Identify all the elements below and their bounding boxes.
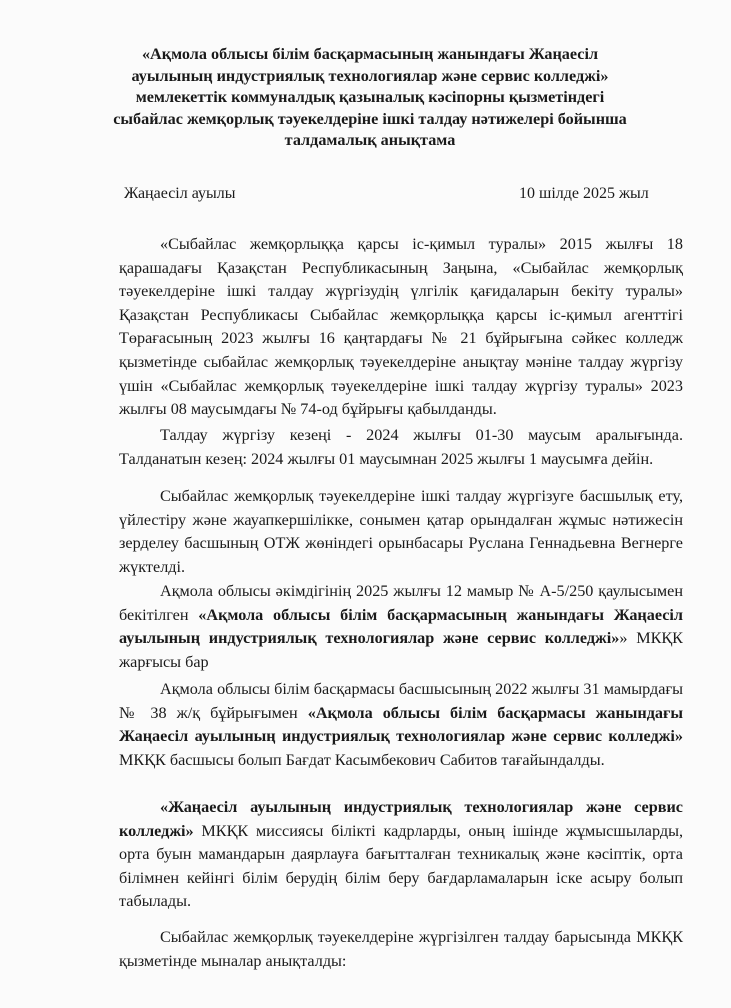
paragraph-analysis-period: Талдау жүргізу кезеңі - 2024 жылғы 01-30 маусым аралығында. Талданатын кезең: 2024 жылғы 01 маусымнан 2025 жылғы 1 маусымға дейін. (119, 426, 683, 468)
document-date: 10 шілде 2025 жыл (519, 185, 649, 202)
paragraph-director-appointment (119, 678, 683, 772)
college-name-bold: «Ақмола облысы білім басқармасының жанындағы Жаңаесіл ауылының индустриялық технологиялар және сервис колледжі» (119, 605, 683, 648)
paragraph-findings-intro: Сыбайлас жемқорлық тәуекелдеріне жүргізілген талдау барысында МКҚК қызметінде мыналар анықталды: (119, 928, 683, 970)
title-line: талдамалық анықтама (284, 131, 456, 149)
document-place: Жаңаесіл ауылы (124, 185, 236, 202)
charter-text-end: » МКҚК жарғысы бар (119, 629, 683, 671)
paragraph-mission (119, 796, 683, 914)
charter-text: Ақмола облысы әкімдігінің 2025 жылғы 12 мамыр № А-5/250 қаулысымен бекітілген (119, 582, 683, 624)
title-line: «Ақмола облысы білім басқармасының жанындағы Жаңаесіл (141, 45, 599, 63)
paragraph-responsible-person: Сыбайлас жемқорлық тәуекелдеріне ішкі талдау жүргізуге басшылық ету, үйлестіру және жауапкершілікке, сонымен қатар орындалған жұмыс нәтижесін зерделеу басшының ОТЖ жөніндегі орынбасары Руслана Геннадьевна Вегнерге жүктелді. (119, 487, 683, 576)
title-line: мемлекеттік коммуналдық қазыналық кәсіпорны қызметіндегі (135, 88, 605, 106)
document-title (100, 44, 640, 152)
paragraph-charter (119, 580, 683, 674)
title-line: сыбайлас жемқорлық тәуекелдеріне ішкі талдау нәтижелері бойынша (113, 109, 627, 128)
college-name-bold: «Ақмола облысы білім басқармасы жанындағы Жаңаесіл ауылының индустриялық технологиялар және сервис колледжі» (119, 703, 684, 746)
appointment-text-end: МКҚК басшысы болып Бағдат Касымбекович Сабитов тағайындалды. (119, 750, 605, 769)
appointment-text: Ақмола облысы білім басқармасы басшысының 2022 жылғы 31 мамырдағы № 38 ж/қ бұйрығымен (119, 680, 683, 722)
paragraph-legal-basis: «Сыбайлас жемқорлыққа қарсы іс-қимыл туралы» 2015 жылғы 18 қарашадағы Қазақстан Республикасының Заңына, «Сыбайлас жемқорлық тәуекелдеріне ішкі талдау жүргізудің үлгілік қағидаларын бекіту туралы» Қазақстан Республикасы Сыбайлас жемқорлыққа қарсы іс-қимыл агенттігі Төрағасының 2023 жылғы 16 қаңтардағы № 21 бұйрығына сәйкес колледж қызметінде сыбайлас жемқорлық тәуекелдеріне анықтау мәніне талдау жүргізу үшін «Сыбайлас жемқорлық тәуекелдеріне ішкі талдау жүргізу туралы» 2023 жылғы 08 маусымдағы № 74-од бұйрығы қабылданды. (119, 235, 683, 419)
college-name-bold: «Жаңаесіл ауылының индустриялық технологиялар және сервис колледжі» (119, 798, 683, 840)
mission-text: МКҚК миссиясы білікті кадрларды, оның ішінде жұмысшыларды, орта буын мамандарын даярлауға бағытталған техникалық және кәсіптік, орта білімнен кейінгі білім берудің білім беру бағдарламаларын іске асыру болып табылады. (119, 821, 683, 911)
title-line: ауылының индустриялық технологиялар және сервис колледжі» (131, 66, 609, 85)
